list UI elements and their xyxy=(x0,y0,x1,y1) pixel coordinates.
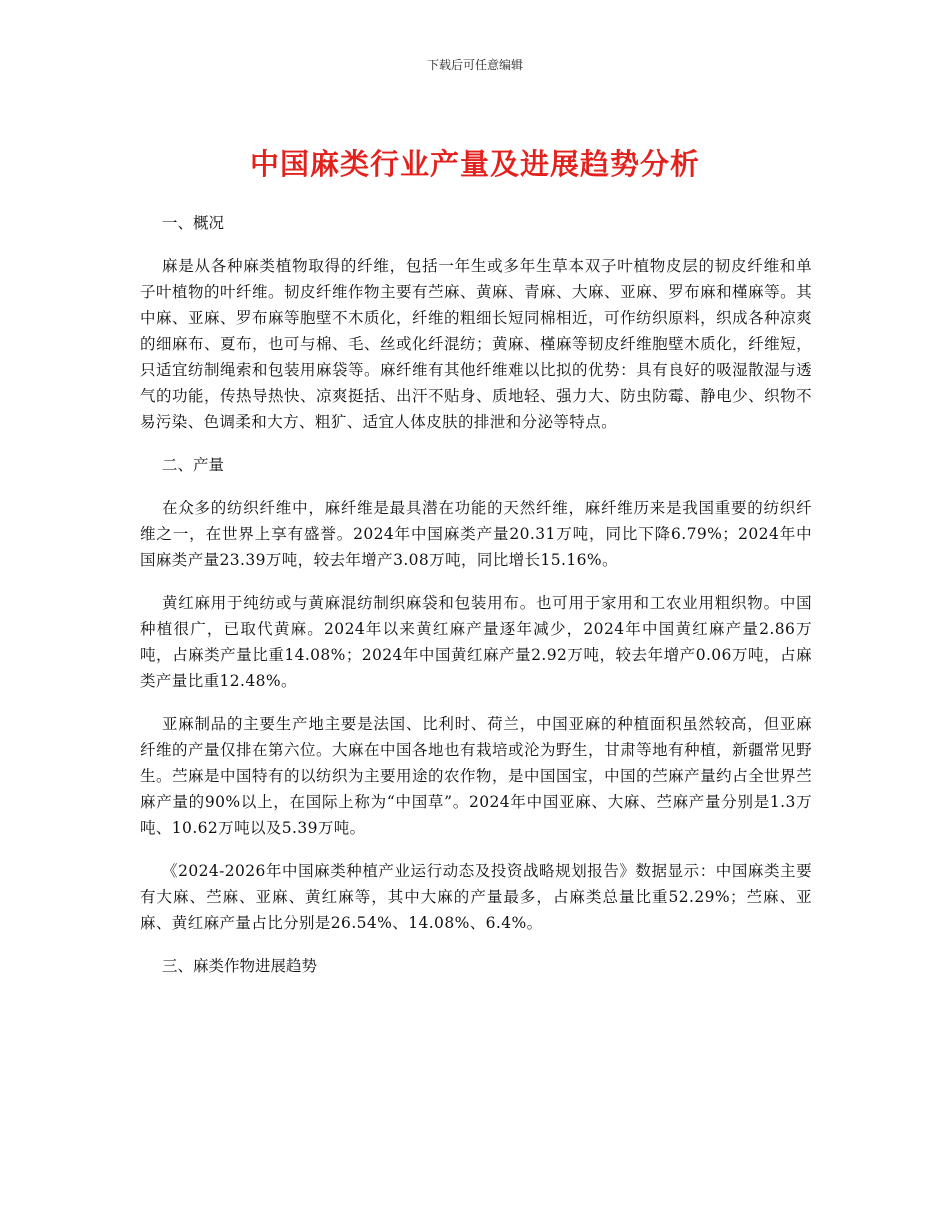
section-heading-trends: 三、麻类作物进展趋势 xyxy=(162,957,318,975)
document-body xyxy=(140,210,812,996)
document-title: 中国麻类行业产量及进展趋势分析 xyxy=(249,147,700,181)
header-note: 下载后可任意编辑 xyxy=(426,58,523,72)
paragraph-overview: 麻是从各种麻类植物取得的纤维，包括一年生或多年生草本双子叶植物皮层的韧皮纤维和单子叶植物的叶纤维。韧皮纤维作物主要有苎麻、黄麻、青麻、大麻、亚麻、罗布麻和槿麻等。其中麻、亚麻、罗布麻等胞壁不木质化，纤维的粗细长短同棉相近，可作纺织原料，织成各种凉爽的细麻布、夏布，也可与棉、毛、丝或化纤混纺；黄麻、槿麻等韧皮纤维胞壁木质化，纤维短，只适宜纺制绳索和包装用麻袋等。麻纤维有其他纤维难以比拟的优势：具有良好的吸湿散湿与透气的功能，传热导热快、凉爽挺括、出汗不贴身、质地轻、强力大、防虫防霉、静电少、织物不易污染、色调柔和大方、粗犷、适宜人体皮肤的排泄和分泌等特点。 xyxy=(140,257,812,431)
paragraph-production-jute: 黄红麻用于纯纺或与黄麻混纺制织麻袋和包装用布。也可用于家用和工农业用粗织物。中国种植很广，已取代黄麻。2024年以来黄红麻产量逐年减少，2024年中国黄红麻产量2.86万吨，占麻类产量比重14.08%；2024年中国黄红麻产量2.92万吨，较去年增产0.06万吨，占麻类产量比重12.48%。 xyxy=(140,594,812,690)
paragraph-production-report: 《2024-2026年中国麻类种植产业运行动态及投资战略规划报告》数据显示：中国麻类主要有大麻、苎麻、亚麻、黄红麻等，其中大麻的产量最多，占麻类总量比重52.29%；苎麻、亚麻、黄红麻产量占比分别是26.54%、14.08%、6.4%。 xyxy=(140,862,812,932)
section-heading-production: 二、产量 xyxy=(162,456,225,474)
paragraph-production-flax-hemp-ramie: 亚麻制品的主要生产地主要是法国、比利时、荷兰，中国亚麻的种植面积虽然较高，但亚麻纤维的产量仅排在第六位。大麻在中国各地也有栽培或沦为野生，甘肃等地有种植，新疆常见野生。苎麻是中国特有的以纺织为主要用途的农作物，是中国国宝，中国的苎麻产量约占全世界苎麻产量的90%以上，在国际上称为“中国草”。2024年中国亚麻、大麻、苎麻产量分别是1.3万吨、10.62万吨以及5.39万吨。 xyxy=(140,715,812,837)
section-heading-overview: 一、概况 xyxy=(162,214,225,232)
paragraph-production-total: 在众多的纺织纤维中，麻纤维是最具潜在功能的天然纤维，麻纤维历来是我国重要的纺织纤维之一，在世界上享有盛誉。2024年中国麻类产量20.31万吨，同比下降6.79%；2024年中国麻类产量23.39万吨，较去年增产3.08万吨，同比增长15.16%。 xyxy=(140,499,812,569)
